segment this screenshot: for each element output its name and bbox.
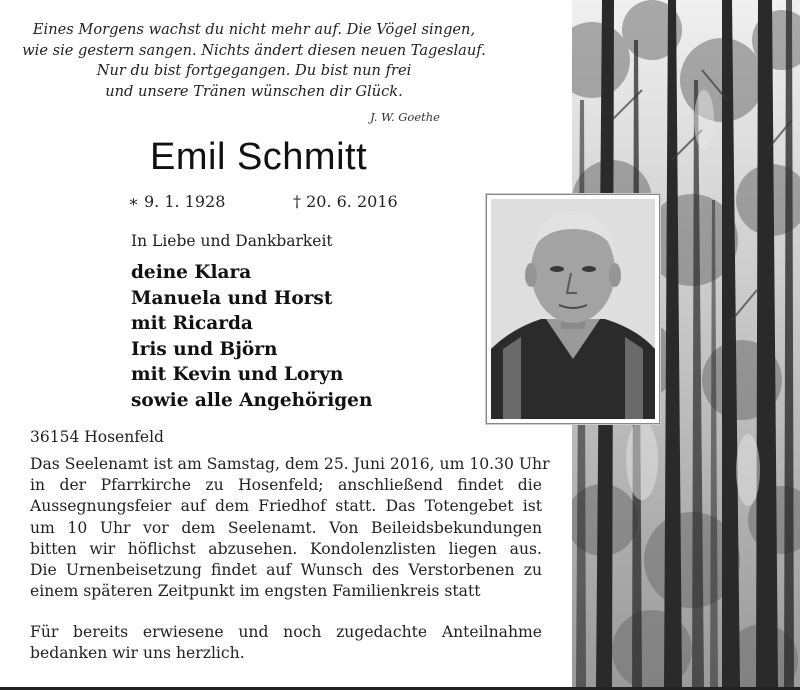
- service-text-line: Die Urnenbeisetzung findet auf Wunsch des Verstorbenen zu: [30, 561, 542, 580]
- service-text-line: in der Pfarrkirche zu Hosenfeld; anschließend findet die: [30, 476, 542, 495]
- portrait-frame: [486, 194, 660, 424]
- mourner-name: deine Klara: [131, 262, 252, 283]
- service-text-line: einem späteren Zeitpunkt im engsten Familienkreis statt: [30, 582, 481, 601]
- portrait-graphic: [491, 199, 655, 419]
- thanks-message: [30, 622, 542, 664]
- mourner-name: Manuela und Horst: [131, 287, 333, 309]
- service-text-line: um 10 Uhr vor dem Seelenamt. Von Beileidsbekundungen: [30, 518, 542, 537]
- mourners-intro: In Liebe und Dankbarkeit: [131, 232, 333, 250]
- service-text-line: bitten wir höflichst abzusehen. Kondolenzlisten liegen aus.: [30, 539, 542, 558]
- deceased-name: Emil Schmitt: [150, 136, 368, 178]
- mourners-list: [131, 260, 372, 414]
- mourner-name: sowie alle Angehörigen: [131, 389, 373, 411]
- service-information: [30, 454, 550, 602]
- poem-line: wie sie gestern sangen. Nichts ändert diesen neuen Tageslauf.: [22, 41, 486, 59]
- poem-line: Eines Morgens wachst du nicht mehr auf. Die Vögel singen,: [32, 21, 476, 38]
- poem-line: Nur du bist fortgegangen. Du bist nun frei: [96, 62, 412, 79]
- thanks-text-line: Für bereits erwiesene und noch zugedachte Anteilnahme: [30, 623, 542, 641]
- thanks-text-line: bedanken wir uns herzlich.: [30, 644, 245, 663]
- mourner-name: mit Kevin und Loryn: [131, 364, 344, 386]
- portrait-photo: [491, 199, 655, 419]
- address: 36154 Hosenfeld: [30, 428, 164, 446]
- poem-line: und unsere Tränen wünschen dir Glück.: [105, 82, 403, 100]
- service-text-line: Aussegnungsfeier auf dem Friedhof statt. Das Totengebet ist: [30, 497, 542, 516]
- service-text-line: Das Seelenamt ist am Samstag, dem 25. Juni 2016, um 10.30 Uhr: [30, 455, 550, 473]
- mourner-name: Iris und Björn: [131, 338, 278, 360]
- poem-quote: [14, 20, 494, 102]
- birth-date: ∗ 9. 1. 1928: [128, 192, 226, 211]
- mourner-name: mit Ricarda: [131, 313, 253, 335]
- poem-author: J. W. Goethe: [370, 110, 440, 124]
- death-date: † 20. 6. 2016: [293, 192, 398, 211]
